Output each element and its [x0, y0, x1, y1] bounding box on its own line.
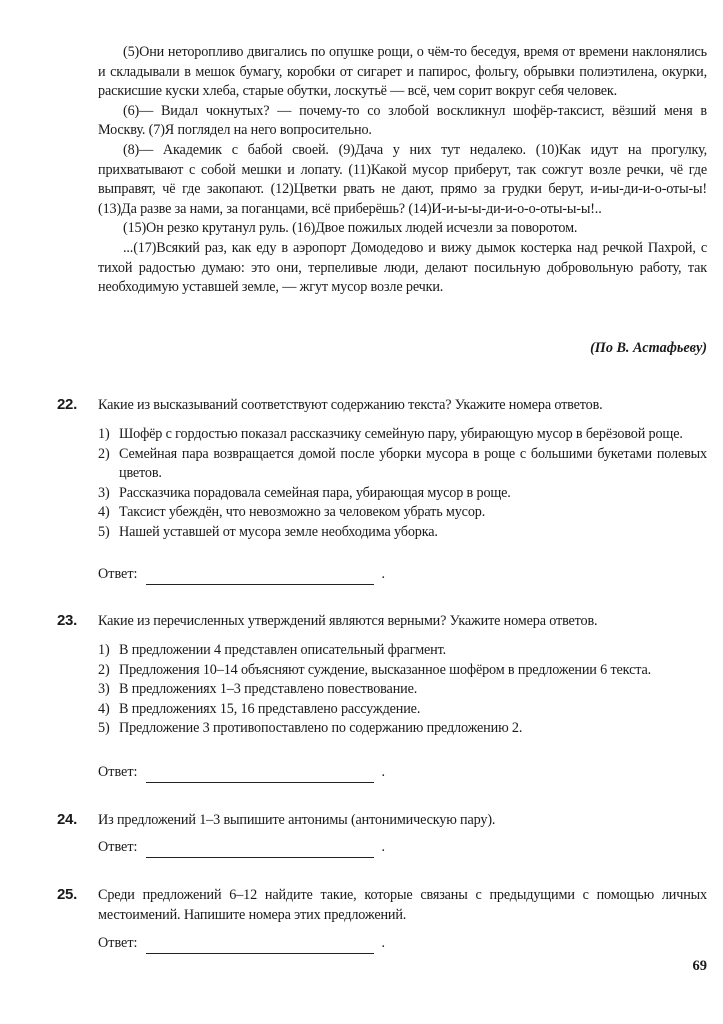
answer-input-line[interactable]: [146, 768, 374, 783]
option-1: [98, 425, 707, 445]
answer-input-line[interactable]: [146, 570, 374, 585]
answer-input-line[interactable]: [146, 843, 374, 858]
option-text: В предложениях 1–3 представлено повествование.: [119, 681, 418, 698]
passage-paragraph-8: (8)— Академик с бабой своей. (9)Дача у них тут недалеко. (10)Как идут на прогулку, прихватывают с собой мешки и лопату. (11)Какой мусор приберут, так сожгут возле речки, чё где выправят, чё где закопают. (12)Цветки рвать не дают, прямо за грудки берут, и-иы-ди-и-о-оты-ы! (13)Да разве за нами, за поганцами, всё приберёшь? (14)И-и-ы-ы-ди-и-о-о-оты-ы-ы!..: [98, 141, 707, 217]
passage-paragraph-6: (6)— Видал чокнутых? — почему-то со злобой воскликнул шофёр-таксист, вёзший меня в Москву. (7)Я поглядел на него вопросительно.: [98, 102, 707, 139]
answer-input-line[interactable]: [146, 939, 374, 954]
option-text: Нашей уставшей от мусора земле необходима уборка.: [119, 523, 438, 540]
page-number: 69: [692, 958, 707, 974]
answer-row: [98, 565, 385, 585]
question-prompt: Среди предложений 6–12 найдите такие, которые связаны с предыдущими с помощью личных местоимений. Напишите номера этих предложений.: [98, 887, 707, 923]
passage-paragraph-17: ...(17)Всякий раз, как еду в аэропорт Домодедово и вижу дымок костерка над речкой Пахрой, с тихой радостью думаю: это они, терпеливые люди, делают посильную добровольную работу, так необходимую уставшей земле, — жгут мусор возле речки.: [98, 239, 707, 296]
option-text: В предложении 4 представлен описательный фрагмент.: [119, 642, 446, 658]
option-text: Предложение 3 противопоставлено по содержанию предложению 2.: [119, 720, 523, 737]
passage-paragraph-5: (5)Они неторопливо двигались по опушке рощи, о чём-то беседуя, время от времени наклонялись и складывали в мешок бумагу, коробки от сигарет и папирос, фольгу, обрывки полиэтилена, окурки, раскисшие куски хлеба, старые обутки, лоскутьё — всё, чем сорит вокруг себя человек.: [98, 44, 707, 100]
question-prompt: Какие из перечисленных утверждений являются верными? Укажите номера ответов.: [98, 613, 598, 629]
option-text: Таксист убеждён, что невозможно за человеком убрать мусор.: [119, 504, 486, 521]
answer-label: Ответ:: [98, 566, 138, 582]
passage-attribution: (По В. Астафьеву): [590, 340, 707, 356]
answer-row: [98, 763, 385, 783]
option-number: 1): [98, 426, 110, 442]
option-number: 2): [98, 661, 110, 678]
answer-options: [98, 641, 707, 739]
option-number: 3): [98, 484, 110, 501]
answer-label: Ответ:: [98, 764, 138, 780]
reading-passage: [98, 43, 707, 298]
option-1: [98, 641, 707, 661]
answer-period: .: [381, 566, 386, 582]
answer-row: [98, 934, 385, 954]
option-3: [98, 680, 707, 700]
option-text: Семейная пара возвращается домой после уборки мусора в роще с большими букетами полевых цветов.: [119, 445, 707, 482]
question-number: 24.: [57, 811, 77, 828]
answer-label: Ответ:: [98, 935, 138, 951]
answer-period: .: [381, 935, 386, 951]
option-number: 3): [98, 681, 110, 698]
option-text: Шофёр с гордостью показал рассказчику семейную пару, убирающую мусор в берёзовой роще.: [119, 426, 683, 442]
question-number: 22.: [57, 396, 77, 413]
option-text: Рассказчика порадовала семейная пара, убирающая мусор в роще.: [119, 484, 511, 501]
answer-label: Ответ:: [98, 839, 138, 855]
answer-row: [98, 838, 385, 858]
option-number: 4): [98, 700, 110, 717]
option-number: 4): [98, 504, 110, 521]
option-text: В предложениях 15, 16 представлено рассуждение.: [119, 700, 421, 717]
option-2: [98, 661, 707, 681]
answer-options: [98, 425, 707, 543]
answer-period: .: [381, 839, 386, 855]
option-number: 1): [98, 642, 110, 658]
question-number: 23.: [57, 612, 77, 629]
answer-period: .: [381, 764, 386, 780]
option-text: Предложения 10–14 объясняют суждение, высказанное шофёром в предложении 6 текста.: [119, 661, 651, 678]
option-4: [98, 700, 707, 720]
question-prompt: Какие из высказываний соответствуют содержанию текста? Укажите номера ответов.: [98, 397, 603, 413]
question-number: 25.: [57, 886, 77, 903]
option-2: [98, 445, 707, 484]
option-5: [98, 719, 707, 739]
option-number: 5): [98, 523, 110, 540]
option-4: [98, 503, 707, 523]
option-3: [98, 484, 707, 504]
passage-paragraph-15: (15)Он резко крутанул руль. (16)Двое пожилых людей исчезли за поворотом.: [123, 220, 578, 237]
option-5: [98, 523, 707, 543]
question-prompt: Из предложений 1–3 выпишите антонимы (антонимическую пару).: [98, 812, 496, 828]
option-number: 5): [98, 720, 110, 737]
option-number: 2): [98, 445, 110, 462]
